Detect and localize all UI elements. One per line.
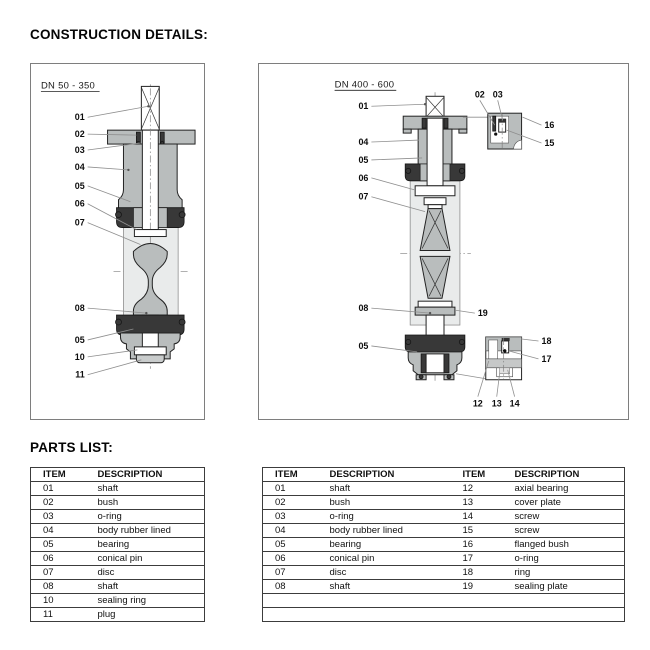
item-header: ITEM	[263, 468, 318, 482]
description-cell: shaft	[318, 580, 451, 594]
foot-screw	[447, 375, 451, 379]
item-cell: 04	[31, 524, 86, 538]
item-header: ITEM	[451, 468, 503, 482]
description-cell	[318, 608, 451, 622]
diagram1-range-label: DN 50 - 350	[40, 80, 96, 92]
item-cell: 01	[31, 482, 86, 496]
item-cell: 10	[31, 594, 86, 608]
description-cell: bush	[318, 496, 451, 510]
table-header-row	[263, 468, 625, 482]
conical-pin-step	[428, 205, 442, 209]
construction-details-title: CONSTRUCTION DETAILS:	[30, 27, 208, 42]
description-cell: conical pin	[318, 552, 451, 566]
callout-17: 17	[541, 353, 552, 364]
description-cell: o-ring	[503, 552, 625, 566]
bearing-bump	[179, 319, 185, 325]
table-row	[31, 510, 205, 524]
item-cell: 17	[451, 552, 503, 566]
callout-06: 06	[74, 198, 85, 209]
callout-03: 03	[74, 145, 85, 156]
lower-shaft-end	[142, 333, 158, 347]
description-cell: body rubber lined	[318, 524, 451, 538]
table-row	[31, 580, 205, 594]
parts-table-left	[30, 467, 205, 622]
sealing-plate	[415, 307, 455, 315]
sealing-plate-top	[418, 301, 452, 307]
lower-shaft-end	[426, 354, 444, 373]
table-row	[31, 608, 205, 622]
item-cell: 19	[451, 580, 503, 594]
table-row	[263, 524, 625, 538]
callout-12: 12	[472, 398, 483, 409]
item-cell	[451, 608, 503, 622]
plug	[136, 355, 164, 363]
table-row	[31, 482, 205, 496]
sealing-ring	[134, 347, 166, 355]
bearing-bump	[179, 212, 185, 218]
lower-bearing-strip	[444, 354, 449, 373]
description-cell: disc	[318, 566, 451, 580]
description-cell: disc	[86, 566, 205, 580]
callout-10: 10	[74, 351, 85, 362]
item-cell: 14	[451, 510, 503, 524]
detail-o-ring	[494, 132, 497, 135]
table-row	[263, 566, 625, 580]
foot-screw	[419, 375, 423, 379]
item-cell: 18	[451, 566, 503, 580]
item-cell: 15	[451, 524, 503, 538]
shaft-through-body	[427, 118, 443, 186]
description-cell: body rubber lined	[86, 524, 205, 538]
diagram-box-dn50-350	[30, 63, 205, 420]
callout-01: 01	[358, 101, 369, 112]
description-cell: plug	[86, 608, 205, 622]
bearing-bump	[116, 212, 122, 218]
table-row	[263, 538, 625, 552]
item-cell: 06	[263, 552, 318, 566]
item-cell: 03	[263, 510, 318, 524]
description-cell	[318, 594, 451, 608]
item-cell: 08	[31, 580, 86, 594]
table-row	[31, 524, 205, 538]
description-cell: sealing plate	[503, 580, 625, 594]
description-cell: o-ring	[86, 510, 205, 524]
callout-19: 19	[477, 308, 488, 319]
item-cell	[263, 608, 318, 622]
conical-pin-collar	[424, 198, 446, 205]
bush	[422, 118, 426, 128]
callout-08: 08	[74, 303, 85, 314]
detail-cavity	[489, 340, 498, 359]
table-row	[31, 496, 205, 510]
description-cell	[503, 608, 625, 622]
item-header: ITEM	[31, 468, 86, 482]
callout-04: 04	[358, 137, 369, 148]
lower-bearing-ring	[117, 315, 185, 335]
table-row	[31, 552, 205, 566]
parts-list-title: PARTS LIST:	[30, 440, 113, 455]
callout-07: 07	[74, 217, 85, 228]
description-header: DESCRIPTION	[86, 468, 205, 482]
table-row	[263, 496, 625, 510]
diagram2-range-label: DN 400 - 600	[334, 79, 395, 91]
detail-ref-line-bottom	[456, 374, 486, 379]
item-cell	[263, 594, 318, 608]
table-row	[31, 566, 205, 580]
description-cell: flanged bush	[503, 538, 625, 552]
item-cell: 06	[31, 552, 86, 566]
description-header: DESCRIPTION	[318, 468, 451, 482]
callout-16: 16	[544, 120, 555, 131]
callout-02: 02	[74, 129, 85, 140]
callout-06: 06	[358, 172, 369, 183]
item-cell: 02	[31, 496, 86, 510]
item-cell: 05	[31, 538, 86, 552]
item-cell	[451, 594, 503, 608]
valve-cross-section-dn50-350	[31, 64, 204, 419]
callout-14: 14	[509, 398, 520, 409]
callout-01: 01	[74, 112, 85, 123]
description-header: DESCRIPTION	[503, 468, 625, 482]
callout-11: 11	[75, 369, 85, 380]
description-cell: cover plate	[503, 496, 625, 510]
item-cell: 11	[31, 608, 86, 622]
callout-02: 02	[474, 89, 485, 100]
item-cell: 13	[451, 496, 503, 510]
item-cell: 07	[263, 566, 318, 580]
callout-05b: 05	[358, 340, 369, 351]
table-row	[263, 482, 625, 496]
table-header-row	[31, 468, 205, 482]
description-cell: screw	[503, 524, 625, 538]
description-cell: screw	[503, 510, 625, 524]
callout-03: 03	[492, 89, 503, 100]
callout-05: 05	[74, 180, 85, 191]
description-cell: bush	[86, 496, 205, 510]
table-row	[263, 510, 625, 524]
lower-bearing-ring	[405, 335, 465, 352]
callout-04: 04	[74, 161, 85, 172]
lower-bearing-strip	[421, 354, 426, 373]
bearing-bump	[116, 319, 122, 325]
parts-table-right	[262, 467, 625, 622]
description-cell: sealing ring	[86, 594, 205, 608]
table-row	[31, 594, 205, 608]
table-row	[31, 538, 205, 552]
callout-18: 18	[541, 335, 552, 346]
item-cell: 01	[263, 482, 318, 496]
callout-05b: 05	[74, 334, 85, 345]
callout-08: 08	[358, 303, 369, 314]
item-cell: 03	[31, 510, 86, 524]
item-cell: 12	[451, 482, 503, 496]
item-cell: 02	[263, 496, 318, 510]
description-cell: o-ring	[318, 510, 451, 524]
item-cell: 05	[263, 538, 318, 552]
description-cell: shaft	[86, 580, 205, 594]
description-cell: ring	[503, 566, 625, 580]
flange-lip	[459, 129, 467, 133]
bearing-collar	[415, 186, 455, 196]
conical-pin-collar	[134, 230, 166, 237]
table-row-empty	[263, 594, 625, 608]
flange-lip	[403, 129, 411, 133]
description-cell: shaft	[318, 482, 451, 496]
table-row	[263, 552, 625, 566]
item-cell: 08	[263, 580, 318, 594]
callout-05: 05	[358, 154, 369, 165]
description-cell: bearing	[318, 538, 451, 552]
description-cell: axial bearing	[503, 482, 625, 496]
description-cell: conical pin	[86, 552, 205, 566]
description-cell: shaft	[86, 482, 205, 496]
callout-07: 07	[358, 191, 369, 202]
table-row	[263, 580, 625, 594]
table-row-empty	[263, 608, 625, 622]
description-cell: bearing	[86, 538, 205, 552]
callout-15: 15	[544, 138, 555, 149]
description-cell	[503, 594, 625, 608]
item-cell: 04	[263, 524, 318, 538]
diagram-box-dn400-600	[258, 63, 629, 420]
callout-13: 13	[491, 398, 502, 409]
valve-cross-section-dn400-600	[259, 64, 628, 419]
item-cell: 16	[451, 538, 503, 552]
item-cell: 07	[31, 566, 86, 580]
bush	[444, 118, 448, 128]
